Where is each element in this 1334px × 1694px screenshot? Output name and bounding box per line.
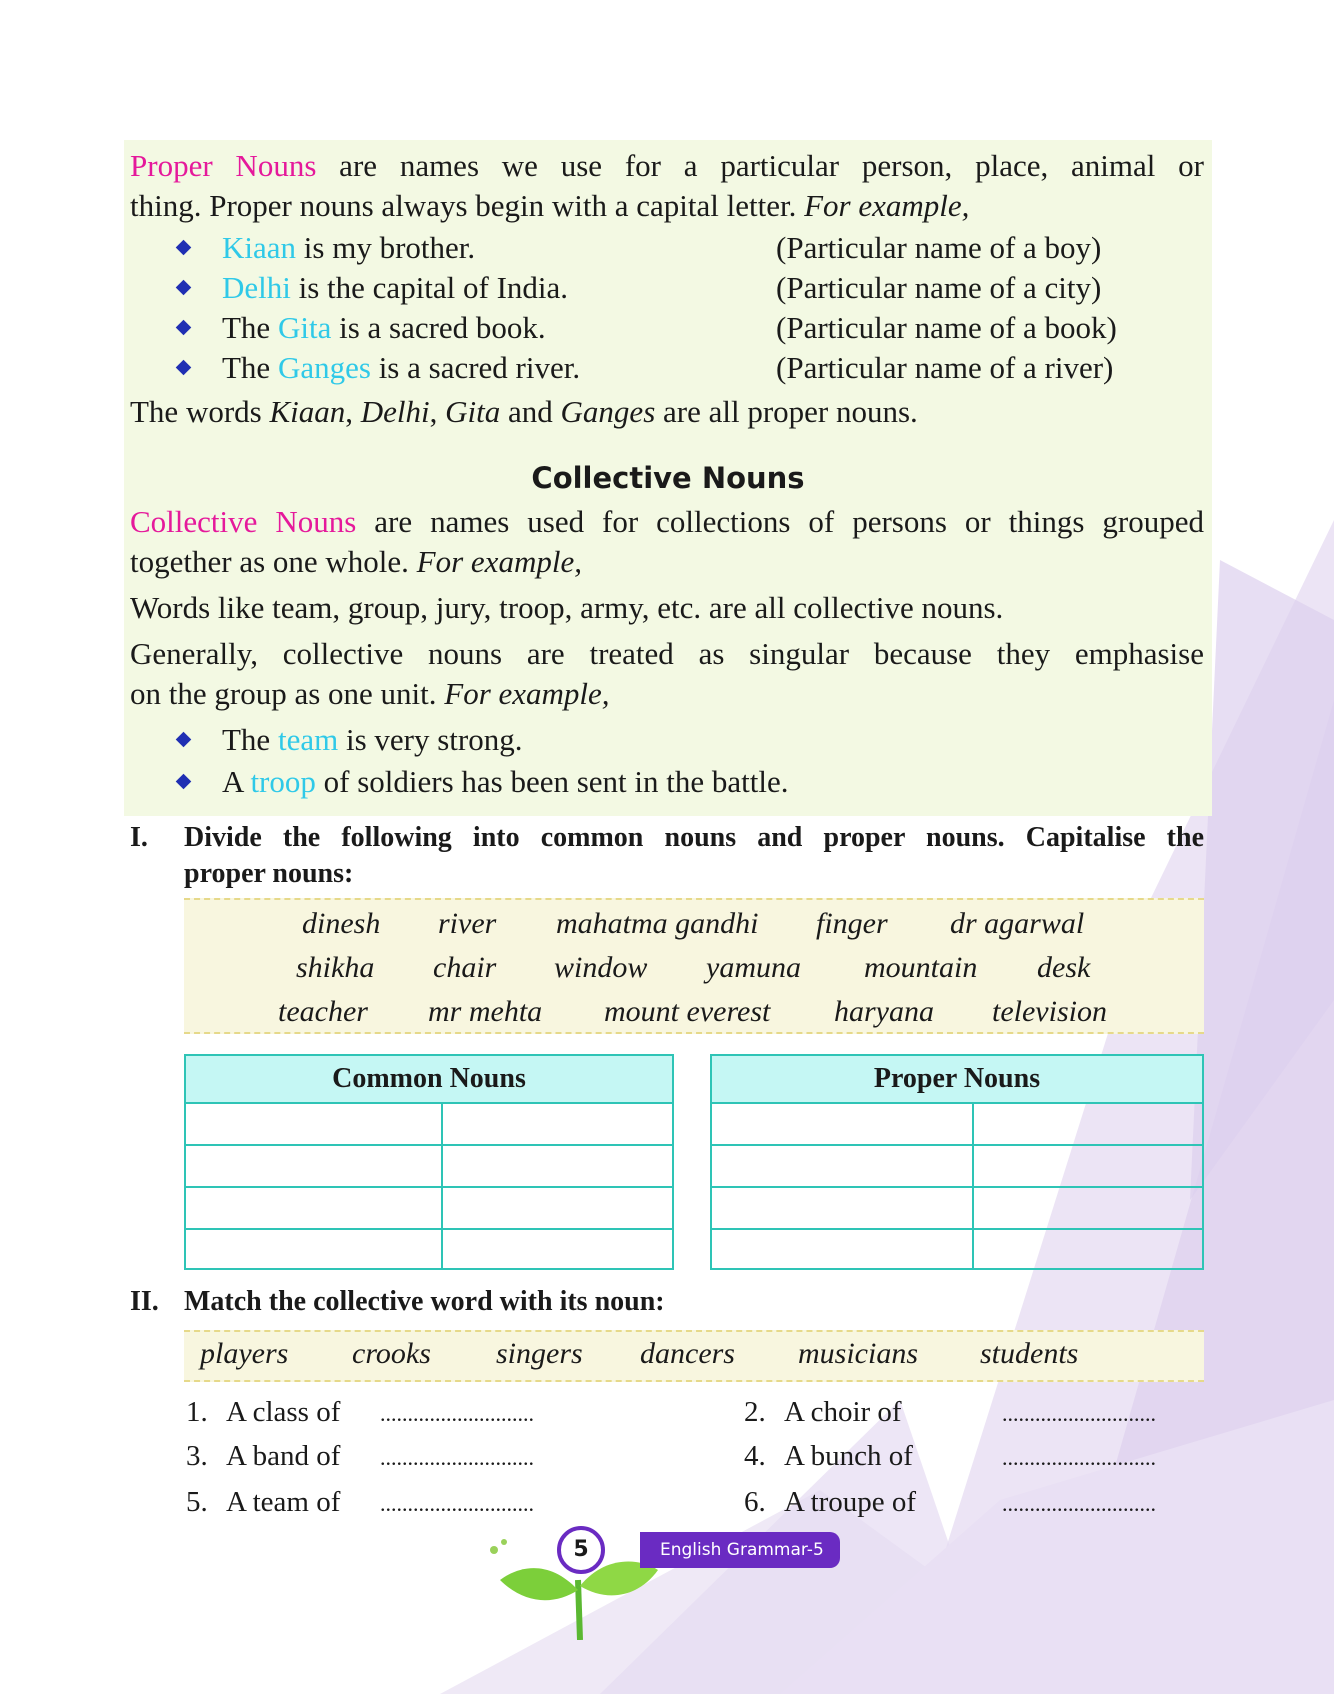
word-bank: [184, 1330, 1204, 1382]
section-heading: Collective Nouns: [531, 461, 805, 495]
answer-blank[interactable]: ............................: [1002, 1401, 1156, 1426]
list-item: A troop of soldiers has been sent in the battle.: [176, 762, 1196, 802]
table-row-divider: [186, 1228, 672, 1230]
exercise-instruction-line2: proper nouns:: [184, 858, 354, 889]
item-number: 1.: [186, 1396, 208, 1428]
proper-nouns-summary: The words Kiaan, Delhi, Gita and Ganges are all proper nouns.: [130, 394, 918, 429]
item-number: 4.: [744, 1440, 766, 1472]
match-prompt: A band of: [226, 1440, 341, 1472]
word-bank: [184, 898, 1204, 1034]
table-row-divider: [186, 1144, 672, 1146]
table-row-divider: [712, 1186, 1202, 1188]
proper-nouns-definition-line1: Proper Nouns are names we use for a particular person, place, animal or: [130, 148, 1204, 183]
word: singers: [496, 1337, 583, 1370]
match-prompt: A choir of: [784, 1396, 902, 1428]
collective-nouns-examples-text: Words like team, group, jury, troop, army, etc. are all collective nouns.: [130, 590, 1004, 625]
word: mr mehta: [428, 995, 543, 1028]
page-number: 5: [557, 1526, 605, 1574]
item-number: 2.: [744, 1396, 766, 1428]
word: mahatma gandhi: [556, 907, 759, 940]
word: finger: [816, 907, 888, 940]
answer-blank[interactable]: ............................: [1002, 1445, 1156, 1470]
table-header: Proper Nouns: [712, 1056, 1202, 1104]
word: haryana: [834, 995, 934, 1028]
list-item: The team is very strong.: [176, 720, 1196, 760]
table-column-divider: [441, 1103, 443, 1268]
match-prompt: A bunch of: [784, 1440, 913, 1472]
book-title-badge: English Grammar-5: [640, 1532, 840, 1568]
word: crooks: [352, 1337, 431, 1370]
word: musicians: [798, 1337, 918, 1370]
word: shikha: [296, 951, 375, 984]
table-row-divider: [712, 1144, 1202, 1146]
word: window: [554, 951, 648, 984]
word: dancers: [640, 1337, 735, 1370]
list-item: The Ganges is a sacred river. (Particular name of a river): [176, 348, 1196, 388]
collective-nouns-definition-line1: Collective Nouns are names used for collections of persons or things grouped: [130, 504, 1205, 539]
word: teacher: [278, 995, 368, 1028]
item-number: 6.: [744, 1486, 766, 1518]
word: television: [992, 995, 1107, 1028]
diamond-bullet-icon: [176, 320, 192, 336]
collective-nouns-definition-line2: together as one whole. For example,: [130, 544, 582, 579]
list-item: Kiaan is my brother. (Particular name of a boy): [176, 228, 1196, 268]
table-row-divider: [186, 1186, 672, 1188]
list-item: The Gita is a sacred book. (Particular name of a book): [176, 308, 1196, 348]
exercise-number: II.: [130, 1286, 159, 1317]
word: yamuna: [706, 951, 801, 984]
word: students: [980, 1337, 1079, 1370]
table-row-divider: [712, 1228, 1202, 1230]
word: dr agarwal: [950, 907, 1085, 940]
example-note: (Particular name of a boy): [776, 230, 1102, 265]
collective-nouns-note-line1: Generally, collective nouns are treated as singular because they emphasise: [130, 636, 1204, 671]
proper-nouns-table: [710, 1054, 1204, 1270]
example-note: (Particular name of a river): [776, 350, 1114, 385]
diamond-bullet-icon: [176, 280, 192, 296]
table-column-divider: [972, 1103, 974, 1268]
item-number: 5.: [186, 1486, 208, 1518]
answer-blank[interactable]: ............................: [380, 1445, 534, 1470]
word: river: [438, 907, 497, 940]
match-prompt: A class of: [226, 1396, 341, 1428]
word: desk: [1037, 951, 1091, 984]
exercise-instruction-line1: Divide the following into common nouns and proper nouns. Capitalise the: [184, 822, 1204, 853]
word: chair: [433, 951, 497, 984]
answer-blank[interactable]: ............................: [380, 1401, 534, 1426]
example-note: (Particular name of a book): [776, 310, 1117, 345]
diamond-bullet-icon: [176, 360, 192, 376]
exercise-instruction: Match the collective word with its noun:: [184, 1286, 665, 1317]
item-number: 3.: [186, 1440, 208, 1472]
word: dinesh: [302, 907, 381, 940]
match-prompt: A troupe of: [784, 1486, 917, 1518]
match-prompt: A team of: [226, 1486, 341, 1518]
proper-nouns-term: Proper Nouns: [130, 148, 317, 183]
common-nouns-table: [184, 1054, 674, 1270]
example-note: (Particular name of a city): [776, 270, 1102, 305]
answer-blank[interactable]: ............................: [380, 1491, 534, 1516]
exercise-number: I.: [130, 822, 148, 853]
diamond-bullet-icon: [176, 240, 192, 256]
proper-nouns-definition-line2: thing. Proper nouns always begin with a capital letter. For example,: [130, 188, 970, 223]
answer-blank[interactable]: ............................: [1002, 1491, 1156, 1516]
list-item: Delhi is the capital of India. (Particular name of a city): [176, 268, 1196, 308]
word: mount everest: [604, 995, 771, 1028]
word: mountain: [864, 951, 978, 984]
diamond-bullet-icon: [176, 774, 192, 790]
diamond-bullet-icon: [176, 732, 192, 748]
word: players: [200, 1337, 289, 1370]
collective-nouns-term: Collective Nouns: [130, 504, 357, 539]
table-header: Common Nouns: [186, 1056, 672, 1104]
collective-nouns-note-line2: on the group as one unit. For example,: [130, 676, 610, 711]
